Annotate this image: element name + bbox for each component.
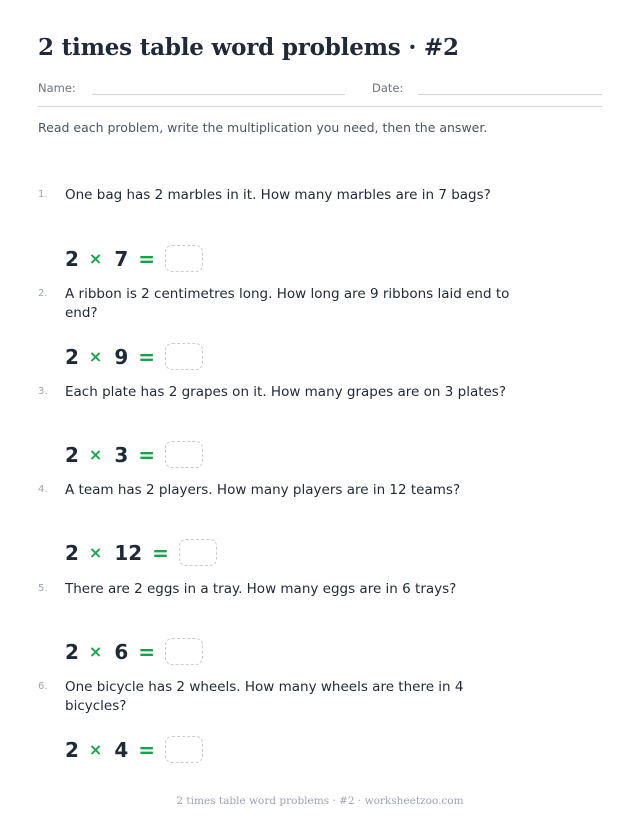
date-label: Date: [372, 81, 404, 95]
equation [65, 343, 203, 370]
equation [65, 638, 203, 665]
equals-sign: = [152, 540, 169, 565]
problem-text: There are 2 eggs in a tray. How many eggs are in 6 trays? [65, 581, 457, 597]
problem-number: 1. [38, 189, 48, 200]
factor-a: 2 [65, 639, 79, 664]
equation [65, 245, 203, 272]
problem-text: A ribbon is 2 centimetres long. How long are 9 ribbons laid end to end? [65, 286, 510, 321]
problem-text: Each plate has 2 grapes on it. How many grapes are on 3 plates? [65, 384, 507, 400]
answer-box[interactable] [165, 638, 203, 665]
problem-number: 2. [38, 288, 48, 299]
factor-b: 9 [114, 344, 129, 369]
times-sign: × [88, 642, 103, 661]
factor-b: 7 [114, 246, 129, 271]
factor-a: 2 [65, 344, 79, 369]
factor-a: 2 [65, 540, 79, 565]
factor-b: 12 [114, 540, 143, 565]
times-sign: × [88, 740, 103, 759]
problem-text: One bicycle has 2 wheels. How many wheels are there in 4 bicycles? [65, 679, 464, 714]
date-field[interactable] [418, 94, 602, 95]
name-field[interactable] [92, 94, 345, 95]
answer-box[interactable] [165, 441, 203, 468]
answer-box[interactable] [165, 736, 203, 763]
factor-b: 3 [114, 442, 129, 467]
times-sign: × [88, 249, 103, 268]
problem-number: 5. [38, 583, 48, 594]
answer-box[interactable] [165, 343, 203, 370]
problem-number: 3. [38, 386, 48, 397]
equals-sign: = [138, 344, 156, 369]
factor-b: 4 [114, 737, 129, 762]
problem-text: A team has 2 players. How many players are in 12 teams? [65, 482, 461, 498]
instructions: Read each problem, write the multiplication you need, then the answer. [38, 120, 488, 135]
problem-text: One bag has 2 marbles in it. How many marbles are in 7 bags? [65, 187, 491, 203]
times-sign: × [88, 445, 103, 464]
equation [65, 736, 203, 763]
factor-b: 6 [114, 639, 129, 664]
name-label: Name: [38, 81, 76, 95]
times-sign: × [88, 543, 103, 562]
problem-number: 6. [38, 681, 48, 692]
equals-sign: = [138, 442, 156, 467]
page-title: 2 times table word problems · #2 [38, 34, 459, 61]
equation [65, 441, 203, 468]
equals-sign: = [138, 737, 156, 762]
equals-sign: = [138, 639, 156, 664]
footer: 2 times table word problems · #2 · worksheetzoo.com [176, 795, 464, 807]
factor-a: 2 [65, 737, 79, 762]
answer-box[interactable] [179, 539, 217, 566]
factor-a: 2 [65, 442, 79, 467]
problem-number: 4. [38, 484, 48, 495]
times-sign: × [88, 347, 103, 366]
factor-a: 2 [65, 246, 79, 271]
answer-box[interactable] [165, 245, 203, 272]
equation [65, 539, 217, 566]
name-date-row [38, 80, 602, 107]
equals-sign: = [138, 246, 156, 271]
